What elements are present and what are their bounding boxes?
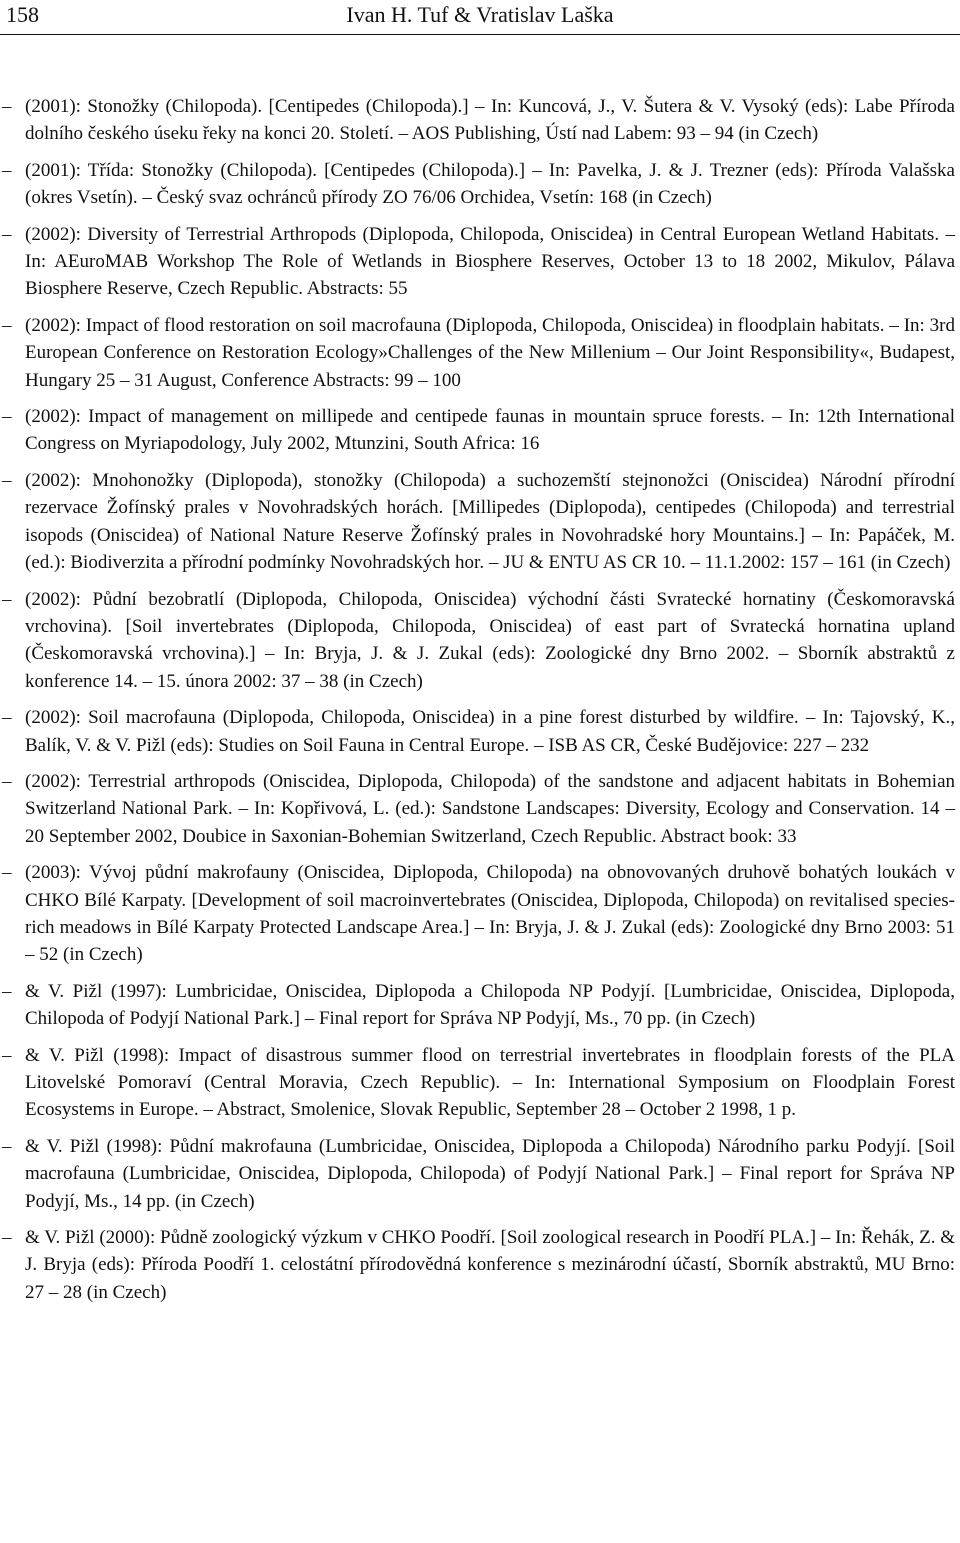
reference-text: & V. Pižl (1998): Impact of disastrous summer flood on terrestrial invertebrates in floodplain forests of the PLA Litovelské Pomoraví (Central Moravia, Czech Republic). – In: International Symposium on Floodplain Forest Ecosystems in Europe. – Abstract, Smolenice, Slovak Republic, September 28 – October 2 1998, 1 p.	[25, 1044, 955, 1121]
entry-dash: –	[2, 1227, 12, 1249]
entry-dash: –	[2, 980, 12, 1002]
reference-entry	[0, 1133, 960, 1215]
reference-entry	[0, 157, 960, 212]
reference-entry	[0, 586, 960, 696]
entry-dash: –	[2, 406, 12, 428]
reference-entry	[0, 403, 960, 458]
entry-dash: –	[2, 588, 12, 610]
reference-entry	[0, 221, 960, 303]
reference-text: (2002): Soil macrofauna (Diplopoda, Chilopoda, Oniscidea) in a pine forest disturbed by wildfire. – In: Tajovský, K., Balík, V. & V. Pižl (eds): Studies on Soil Fauna in Central Europe. – ISB AS CR, České Budějovice: 227 – 232	[25, 707, 955, 756]
reference-entry	[0, 93, 960, 148]
reference-text: (2001): Stonožky (Chilopoda). [Centipedes (Chilopoda).] – In: Kuncová, J., V. Šutera & V. Vysoký (eds): Labe Příroda dolního českého úseku řeky na konci 20. Století. – AOS Publishing, Ústí nad Labem: 93 – 94 (in Czech)	[25, 96, 955, 145]
reference-text: (2002): Diversity of Terrestrial Arthropods (Diplopoda, Chilopoda, Oniscidea) in Central European Wetland Habitats. – In: AEuroMAB Workshop The Role of Wetlands in Biosphere Reserves, October 13 to 18 2002, Mikulov, Pálava Biosphere Reserve, Czech Republic. Abstracts: 55	[25, 223, 955, 300]
entry-dash: –	[2, 159, 12, 181]
reference-text: & V. Pižl (1998): Půdní makrofauna (Lumbricidae, Oniscidea, Diplopoda a Chilopoda) Národního parku Podyjí. [Soil macrofauna (Lumbricidae, Oniscidea, Diplopoda, Chilopoda) of Podyjí National Park.] – Final report for Správa NP Podyjí, Ms., 14 pp. (in Czech)	[25, 1135, 955, 1212]
header-rule	[0, 34, 960, 35]
reference-entry	[0, 1042, 960, 1124]
reference-text: (2002): Impact of management on millipede and centipede faunas in mountain spruce forests. – In: 12th International Congress on Myriapodology, July 2002, Mtunzini, South Africa: 16	[25, 406, 955, 455]
page-number: 158	[6, 2, 39, 27]
entry-dash: –	[2, 707, 12, 729]
reference-entry	[0, 312, 960, 394]
reference-text: (2001): Třída: Stonožky (Chilopoda). [Centipedes (Chilopoda).] – In: Pavelka, J. & J. Trezner (eds): Příroda Valašska (okres Vsetín). – Český svaz ochránců přírody ZO 76/06 Orchidea, Vsetín: 168 (in Czech)	[25, 159, 955, 209]
reference-text: (2003): Vývoj půdní makrofauny (Oniscidea, Diplopoda, Chilopoda) na obnovovaných druhově bohatých loukách v CHKO Bílé Karpaty. [Development of soil macroinvertebrates (Oniscidea, Diplopoda, Chilopoda) on revitalised species-rich meadows in Bílé Karpaty Protected Landscape Area.] – In: Bryja, J. & J. Zukal (eds): Zoologické dny Brno 2003: 51 – 52 (in Czech)	[25, 862, 955, 966]
reference-text: (2002): Půdní bezobratlí (Diplopoda, Chilopoda, Oniscidea) východní části Svratecké hornatiny (Českomoravská vrchovina). [Soil invertebrates (Diplopoda, Chilopoda, Oniscidea) of east part of Svratecká hornatina upland (Českomoravská vrchovina).] – In: Bryja, J. & J. Zukal (eds): Zoologické dny Brno 2002. – Sborník abstraktů z konference 14. – 15. února 2002: 37 – 38 (in Czech)	[25, 588, 955, 692]
entry-dash: –	[2, 1044, 12, 1066]
entry-dash: –	[2, 1135, 12, 1157]
reference-text: & V. Pižl (2000): Půdně zoologický výzkum v CHKO Poodří. [Soil zoological research in Poodří PLA.] – In: Řehák, Z. & J. Bryja (eds): Příroda Poodří 1. celostátní přírodovědná konference s mezinárodní účastí, Sborník abstraktů, MU Brno: 27 – 28 (in Czech)	[25, 1227, 955, 1303]
reference-entry	[0, 1224, 960, 1306]
entry-dash: –	[2, 770, 12, 792]
page-header	[0, 0, 960, 32]
reference-text: (2002): Mnohonožky (Diplopoda), stonožky (Chilopoda) a suchozemští stejnonožci (Oniscidea) Národní přírodní rezervace Žofínský prales v Novohradských horách. [Millipedes (Diplopoda), centipedes (Chilopoda) and terrestrial isopods (Oniscidea) of National Nature Reserve Žofínský prales in Novohradské hory Mountains.] – In: Papáček, M. (ed.): Biodiverzita a přírodní podmínky Novohradských hor. – JU & ENTU AS CR 10. – 11.1.2002: 157 – 161 (in Czech)	[25, 469, 955, 574]
reference-entry	[0, 704, 960, 759]
entry-dash: –	[2, 469, 12, 491]
reference-entry	[0, 467, 960, 577]
reference-list	[0, 93, 960, 1315]
entry-dash: –	[2, 96, 12, 117]
reference-entry	[0, 768, 960, 850]
reference-text: (2002): Terrestrial arthropods (Oniscidea, Diplopoda, Chilopoda) of the sandstone and adjacent habitats in Bohemian Switzerland National Park. – In: Kopřivová, L. (ed.): Sandstone Landscapes: Diversity, Ecology and Conservation. 14 – 20 September 2002, Doubice in Saxonian-Bohemian Switzerland, Czech Republic. Abstract book: 33	[25, 770, 955, 847]
reference-text: (2002): Impact of flood restoration on soil macrofauna (Diplopoda, Chilopoda, Oniscidea) in floodplain habitats. – In: 3rd European Conference on Restoration Ecology»Challenges of the New Millenium – Our Joint Responsibility«, Budapest, Hungary 25 – 31 August, Conference Abstracts: 99 – 100	[25, 314, 955, 391]
reference-text: & V. Pižl (1997): Lumbricidae, Oniscidea, Diplopoda a Chilopoda NP Podyjí. [Lumbricidae, Oniscidea, Diplopoda, Chilopoda of Podyjí National Park.] – Final report for Správa NP Podyjí, Ms., 70 pp. (in Czech)	[25, 980, 955, 1030]
entry-dash: –	[2, 314, 12, 336]
reference-entry	[0, 859, 960, 969]
running-head: Ivan H. Tuf & Vratislav Laška	[346, 2, 614, 27]
entry-dash: –	[2, 862, 12, 884]
entry-dash: –	[2, 223, 12, 245]
reference-entry	[0, 978, 960, 1033]
